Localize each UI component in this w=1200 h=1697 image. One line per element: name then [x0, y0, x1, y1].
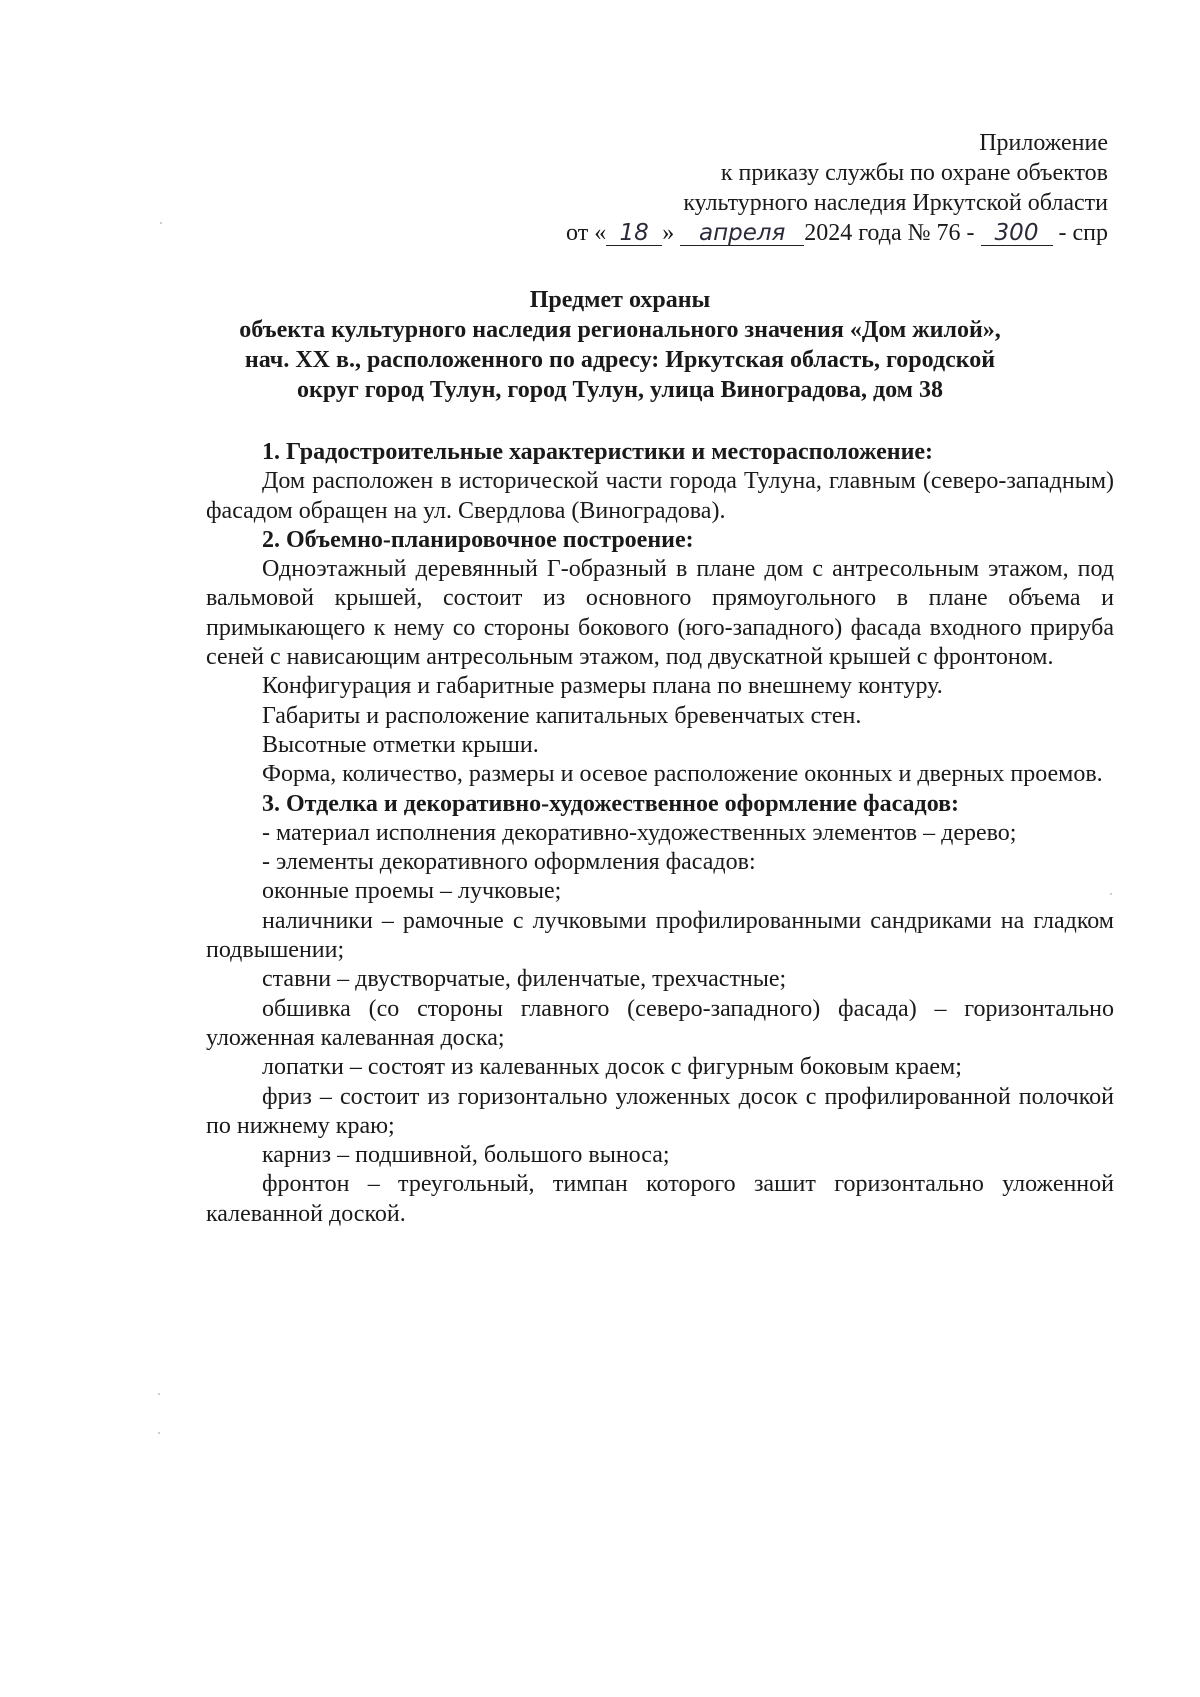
order-suffix: - спр — [1058, 220, 1108, 246]
section-3-item-4: наличники – рамочные с лучковыми профилированными сандриками на гладком подвышении; — [206, 907, 1114, 964]
document-title — [150, 285, 1090, 405]
section-3-item-2: - элементы декоративного оформления фасадов: — [262, 849, 756, 876]
section-2-paragraph-2: Конфигурация и габаритные размеры плана по внешнему контуру. — [262, 673, 943, 700]
handwritten-month: апреля — [680, 221, 804, 246]
section-3-item-5: ставни – двустворчатые, филенчатые, трехчастные; — [262, 966, 787, 993]
title-main: Предмет охраны — [529, 287, 711, 313]
appendix-authority: культурного наследия Иркутской области — [683, 190, 1108, 216]
section-2-heading: 2. Объемно-планировочное построение: — [262, 526, 694, 553]
scan-speck — [1110, 893, 1112, 895]
title-line-3: округ город Тулун, город Тулун, улица Виноградова, дом 38 — [297, 377, 943, 403]
appendix-header — [566, 128, 1108, 248]
section-3-heading: 3. Отделка и декоративно-художественное оформление фасадов: — [262, 790, 960, 817]
title-line-1: объекта культурного наследия регионального значения «Дом жилой», — [239, 317, 1001, 343]
section-3-item-7: лопатки – состоят из калеванных досок с фигурным боковым краем; — [262, 1054, 962, 1081]
appendix-date-line — [566, 218, 1108, 248]
date-mid: » — [662, 220, 675, 246]
date-year: 2024 года № 76 - — [804, 220, 975, 246]
document-body — [206, 438, 1114, 1229]
section-3-item-9: карниз – подшивной, большого выноса; — [262, 1142, 670, 1169]
section-2-paragraph-4: Высотные отметки крыши. — [262, 731, 539, 758]
section-2-paragraph-1: Одноэтажный деревянный Г-образный в плане дом с антресольным этажом, под вальмовой крышей, состоит из основного прямоугольного в плане объема и примыкающего к нему со стороны бокового (юго-западного) фасада входного прируба сеней с нависающим антресольным этажом, под двускатной крышей с фронтоном. — [206, 556, 1114, 671]
section-1-paragraph: Дом расположен в исторической части города Тулуна, главным (северо-западным) фасадом обращен на ул. Свердлова (Виноградова). — [206, 468, 1114, 524]
scan-speck — [158, 1393, 160, 1395]
handwritten-day: 18 — [606, 221, 662, 246]
handwritten-order-number: 300 — [981, 221, 1053, 246]
title-line-2: нач. XX в., расположенного по адресу: Иркутская область, городской — [244, 347, 996, 373]
appendix-order-ref: к приказу службы по охране объектов — [720, 160, 1108, 186]
section-3-item-8: фриз – состоит из горизонтально уложенных досок с профилированной полочкой по нижнему краю; — [206, 1083, 1114, 1139]
date-prefix: от « — [566, 220, 607, 246]
section-3-item-1: - материал исполнения декоративно-художественных элементов – дерево; — [262, 819, 1017, 846]
scan-speck — [158, 1432, 160, 1434]
section-1-heading: 1. Градостроительные характеристики и месторасположение: — [262, 439, 934, 465]
section-3-item-10: фронтон – треугольный, тимпан которого зашит горизонтально уложенной калеванной доской. — [206, 1171, 1114, 1227]
section-2-paragraph-5: Форма, количество, размеры и осевое расположение оконных и дверных проемов. — [262, 761, 1103, 788]
appendix-title: Приложение — [979, 130, 1108, 156]
section-2-paragraph-3: Габариты и расположение капитальных бревенчатых стен. — [262, 702, 862, 729]
section-3-item-6: обшивка (со стороны главного (северо-западного) фасада) – горизонтально уложенная калеванная доска; — [206, 995, 1114, 1051]
section-3-item-3: оконные проемы – лучковые; — [262, 878, 562, 905]
scan-speck — [160, 222, 162, 224]
